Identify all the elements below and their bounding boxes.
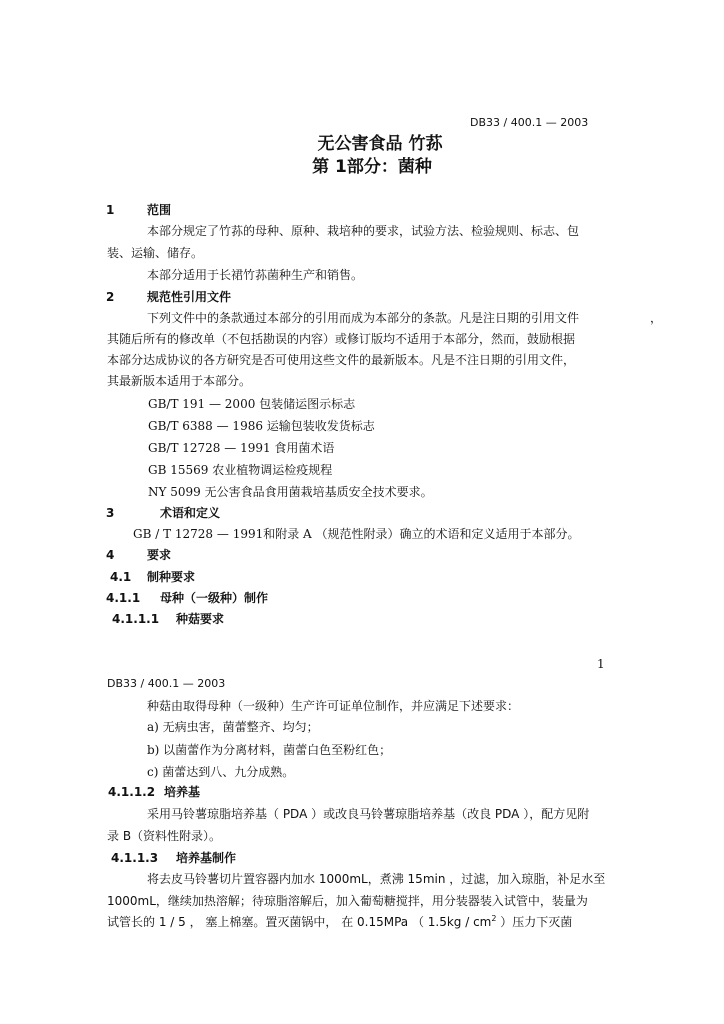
section-2-title: 规范性引用文件: [147, 290, 232, 304]
reference-item: GB/T 191 — 2000 包装储运图示标志: [148, 397, 356, 411]
section-4-number: 4: [106, 548, 115, 562]
requirement-item: c) 菌蕾达到八、九分成熟。: [147, 765, 295, 779]
reference-item: GB/T 6388 — 1986 运输包装收发货标志: [148, 419, 375, 433]
section-3-title: 术语和定义: [160, 506, 221, 520]
line-3-text: 试管长的 1 / 5 ， 塞上棉塞。置灭菌锅中， 在 0.15MPa （ 1.5kg / cm: [107, 915, 492, 929]
section-4-1-1-number: 4.1.1: [106, 591, 141, 605]
section-4-1-1-3-line-3: [107, 914, 572, 930]
section-2-paragraph-line-1: 下列文件中的条款通过本部分的引用而成为本部分的条款。凡是注日期的引用文件: [147, 311, 580, 325]
section-2-number: 2: [106, 290, 115, 304]
section-3-number: 3: [106, 506, 115, 520]
section-2-paragraph-line-4: 其最新版本适用于本部分。: [107, 374, 252, 388]
section-4-1-title: 制种要求: [147, 570, 196, 584]
section-1-paragraph-1a: 本部分规定了竹荪的母种、原种、栽培种的要求，试验方法、检验规则、标志、包: [147, 224, 580, 238]
section-4-1-1-2-number: 4.1.1.2: [108, 785, 156, 799]
section-2-paragraph-line-2: 其随后所有的修改单（不包括勘误的内容）或修订版均不适用于本部分，然而，鼓励根据: [107, 332, 576, 346]
requirement-item: b) 以菌蕾作为分离材料，菌蕾白色至粉红色；: [147, 743, 392, 757]
reference-item: GB 15569 农业植物调运检疫规程: [148, 463, 333, 477]
section-2-trailing-comma: ，: [650, 311, 663, 325]
section-1-paragraph-1b: 装、运输、储存。: [107, 246, 204, 260]
reference-item: GB/T 12728 — 1991 食用菌术语: [148, 441, 335, 455]
section-1-number: 1: [106, 203, 115, 217]
section-4-1-number: 4.1: [110, 570, 132, 584]
page-2-intro: 种菇由取得母种（一级种）生产许可证单位制作，并应满足下述要求：: [147, 699, 520, 713]
section-2-paragraph-line-3: 本部分达成协议的各方研究是否可使用这些文件的最新版本。凡是不注日期的引用文件，: [107, 353, 576, 367]
section-3-paragraph: GB / T 12728 — 1991和附录 A （规范性附录）确立的术语和定义适用于本部分。: [133, 527, 580, 541]
section-4-1-1-2-line-2: 录 B（资料性附录）。: [107, 829, 222, 843]
section-4-1-1-3-line-2: 1000mL，继续加热溶解；待琼脂溶解后，加入葡萄糖搅拌，用分装器装入试管中，装量为: [107, 894, 588, 908]
header-standard-code: DB33 / 400.1 — 2003: [470, 116, 589, 129]
page-2-header-code: DB33 / 400.1 — 2003: [107, 677, 226, 690]
section-1-title: 范围: [147, 203, 172, 217]
section-4-1-1-1-number: 4.1.1.1: [112, 612, 160, 626]
section-4-1-1-3-title: 培养基制作: [176, 851, 237, 865]
line-3-tail: ）压力下灭菌: [496, 915, 573, 929]
section-4-1-1-3-number: 4.1.1.3: [111, 851, 159, 865]
document-title-line1: 无公害食品 竹荪: [317, 134, 443, 154]
document-title-line2: 第 1部分：菌种: [312, 157, 432, 177]
requirement-item: a) 无病虫害，菌蕾整齐、均匀；: [147, 720, 319, 734]
section-1-paragraph-2: 本部分适用于长裙竹荪菌种生产和销售。: [147, 268, 364, 282]
superscript-exponent: 2: [491, 914, 497, 923]
section-4-1-1-2-line-1: 采用马铃薯琼脂培养基（ PDA ）或改良马铃薯琼脂培养基（改良 PDA ），配方见附: [147, 807, 590, 821]
section-4-title: 要求: [147, 548, 172, 562]
section-4-1-1-title: 母种（一级种）制作: [160, 591, 269, 605]
page-number: 1: [597, 657, 605, 671]
reference-item: NY 5099 无公害食品食用菌栽培基质安全技术要求。: [148, 485, 433, 499]
section-4-1-1-3-line-1: 将去皮马铃薯切片置容器内加水 1000mL，煮沸 15min ，过滤，加入琼脂，补足水至: [147, 872, 606, 886]
section-4-1-1-2-title: 培养基: [164, 785, 201, 799]
section-4-1-1-1-title: 种菇要求: [176, 612, 225, 626]
